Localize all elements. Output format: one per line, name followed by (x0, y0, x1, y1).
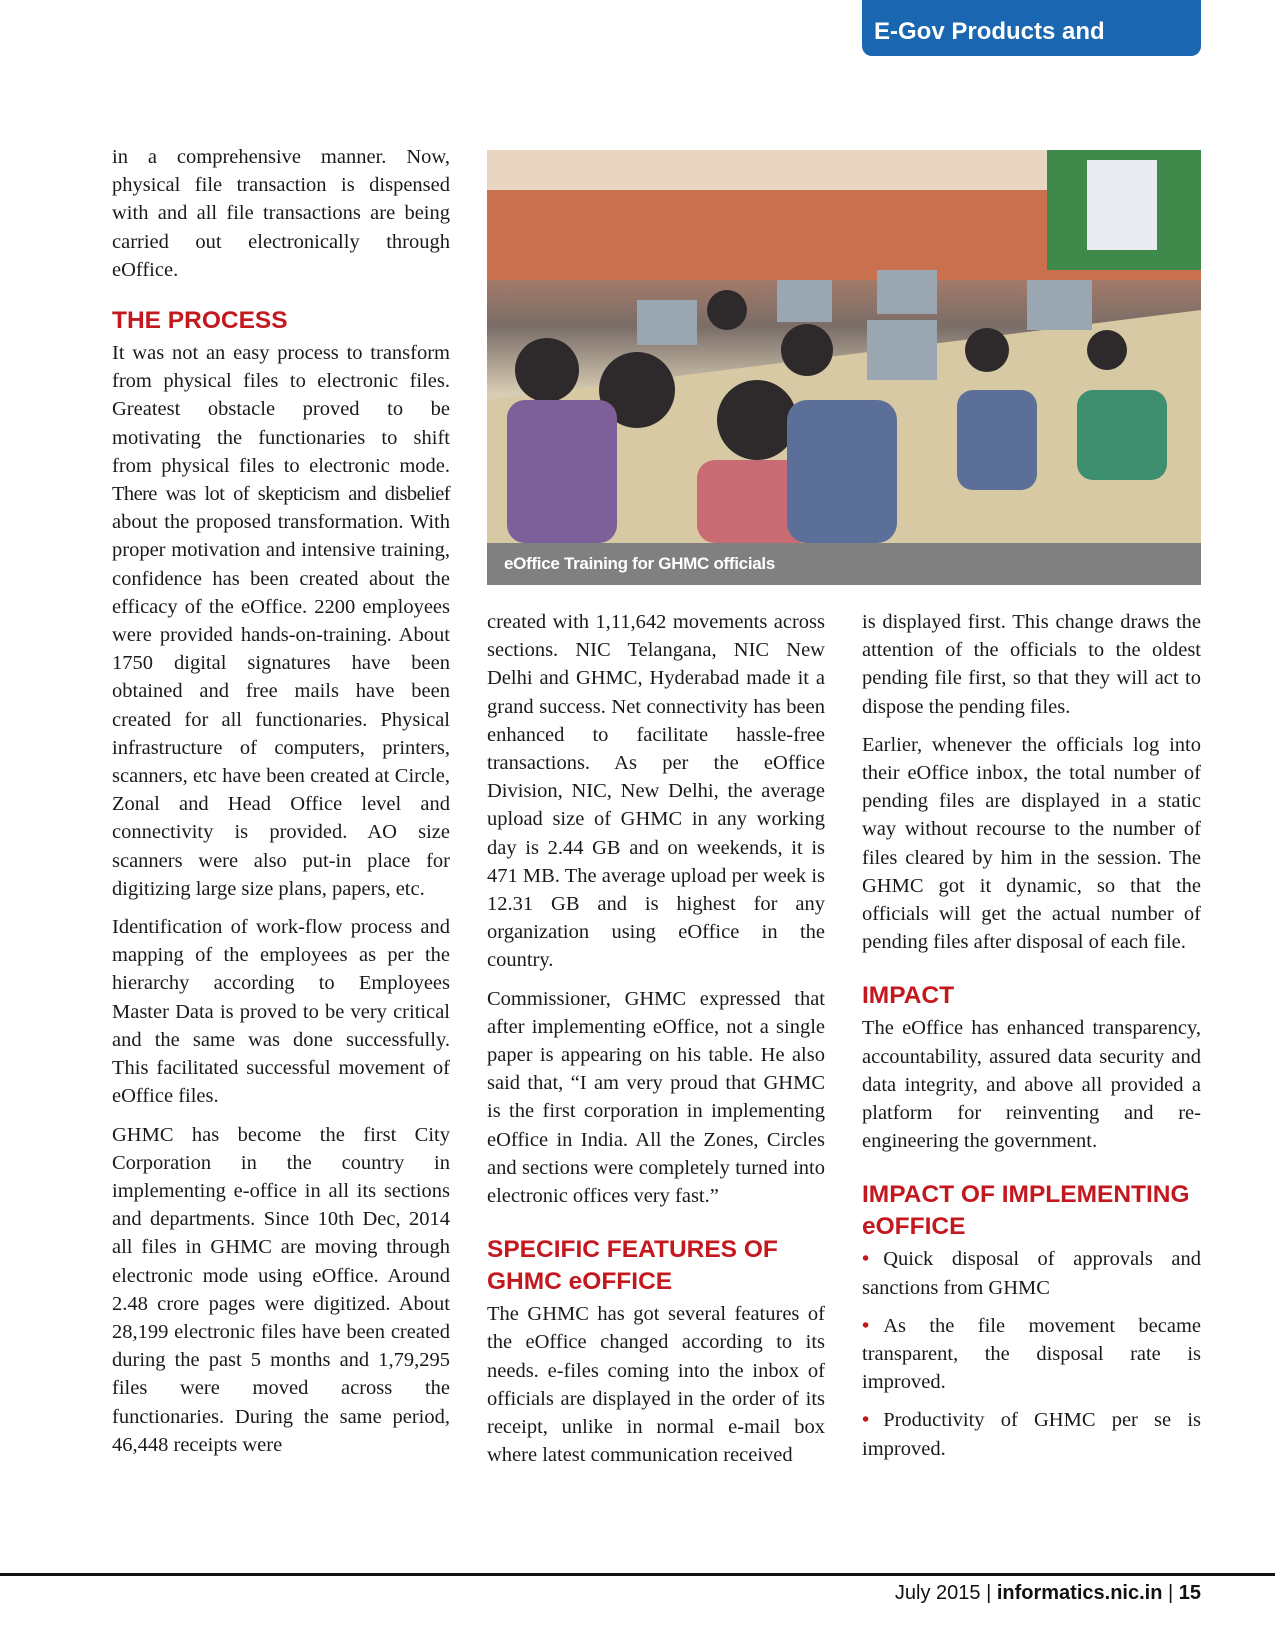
issue-date: July 2015 (894, 1582, 981, 1604)
paragraph: Earlier, whenever the officials log into their eOffice inbox, the total number of pending files are displayed in a static way without recourse to the number of files cleared by him in the session. The GHMC got it dynamic, so that the officials will get the actual number of pending files after disposal of each file. (862, 733, 1201, 954)
bullet-icon: • (862, 1409, 870, 1432)
training-photo-illustration (487, 150, 1201, 543)
site-url: informatics.nic.in (996, 1582, 1163, 1604)
page-footer: July 2015 | informatics.nic.in | 15 (894, 1582, 1201, 1604)
paragraph-part: It was not an easy process to transform from physical files to electronic files. Greatest obstacle proved to be motivating the functionaries to shift from physical files to electronic mode. (112, 342, 450, 477)
paragraph: Identification of work-flow process and mapping of the employees as per the hierarchy according to Employees Master Data is proved to be very critical and the same was done successfully. This facilitated successful movement of eOffice files. (112, 916, 450, 1108)
column-2 (487, 608, 825, 1479)
list-item: • Quick disposal of approvals and sanctions from GHMC (862, 1248, 1201, 1299)
column-3 (862, 608, 1201, 1473)
paragraph-part: about the proposed transformation. With proper motivation and intensive training, confidence has been created about the efficacy of the eOffice. 2200 employees were provided hands-on-training. About 1750 digital signatures have been obtained and free mails have been created for all functionaries. Physical infrastructure of computers, printers, scanners, etc have been created at Circle, Zonal and Head Office level and connectivity is provided. AO size scanners were also put-in place for digitizing large size plans, papers, etc. (112, 511, 450, 900)
heading-the-process: THE PROCESS (112, 307, 288, 335)
photo-caption: eOffice Training for GHMC officials (487, 543, 1201, 585)
bullet-icon: • (862, 1314, 870, 1337)
training-photo (487, 150, 1201, 543)
paragraph: in a comprehensive manner. Now, physical file transaction is dispensed with and all file transactions are being carried out electronically through eOffice. (112, 146, 450, 281)
heading-impact: IMPACT (862, 982, 955, 1010)
heading-specific-features: SPECIFIC FEATURES OF GHMC eOFFICE (487, 1236, 778, 1296)
paragraph (112, 339, 450, 903)
paragraph: Commissioner, GHMC expressed that after implementing eOffice, not a single paper is appearing on his table. He also said that, “I am very proud that GHMC is the first corporation in implementing eOffice in India. All the Zones, Circles and sections were completely turned into electronic offices very fast.” (487, 987, 825, 1208)
paragraph: is displayed first. This change draws the attention of the officials to the oldest pending file first, so that they will act to dispose the pending files. (862, 611, 1201, 718)
bullet-icon: • (862, 1248, 870, 1271)
paragraph: The GHMC has got several features of the eOffice changed according to its needs. e-files coming into the inbox of officials are displayed in the order of its receipt, unlike in normal e-mail box where latest communication received (487, 1303, 825, 1467)
paragraph: GHMC has become the first City Corporation in the country in implementing e-office in all its sections and departments. Since 10th Dec, 2014 all files in GHMC are moving through electronic mode using eOffice. Around 2.48 crore pages were digitized. About 28,199 electronic files have been created during the past 5 months and 1,79,295 files were moved across the functionaries. During the same period, 46,448 receipts were (112, 1123, 450, 1456)
column-1 (112, 143, 450, 1469)
footer-rule (0, 1573, 1275, 1576)
paragraph: created with 1,11,642 movements across sections. NIC Telangana, NIC New Delhi and GHMC, Hyderabad made it a grand success. Net connectivity has been enhanced to facilitate hassle-free transactions. As per the eOffice Division, NIC, New Delhi, the average upload size of GHMC in any working day is 2.44 GB and on weekends, it is 471 MB. The average upload per week is 12.31 GB and is highest for any organization using eOffice in the country. (487, 611, 825, 972)
paragraph: The eOffice has enhanced transparency, accountability, assured data security and data integrity, and above all provided a platform for reinventing and re-engineering the government. (862, 1017, 1201, 1153)
page-number: 15 (1178, 1582, 1201, 1604)
list-item: • Productivity of GHMC per se is improved. (862, 1409, 1201, 1460)
impact-bullet-list (862, 1245, 1201, 1462)
section-label-tab: E-Gov Products and Services (862, 0, 1201, 56)
list-item: • As the file movement became transparent, the disposal rate is improved. (862, 1314, 1201, 1394)
heading-impact-of-implementing: IMPACT OF IMPLEMENTING eOFFICE (862, 1181, 1190, 1241)
paragraph-part-condensed: There was lot of skepticism and disbelief (112, 483, 450, 506)
